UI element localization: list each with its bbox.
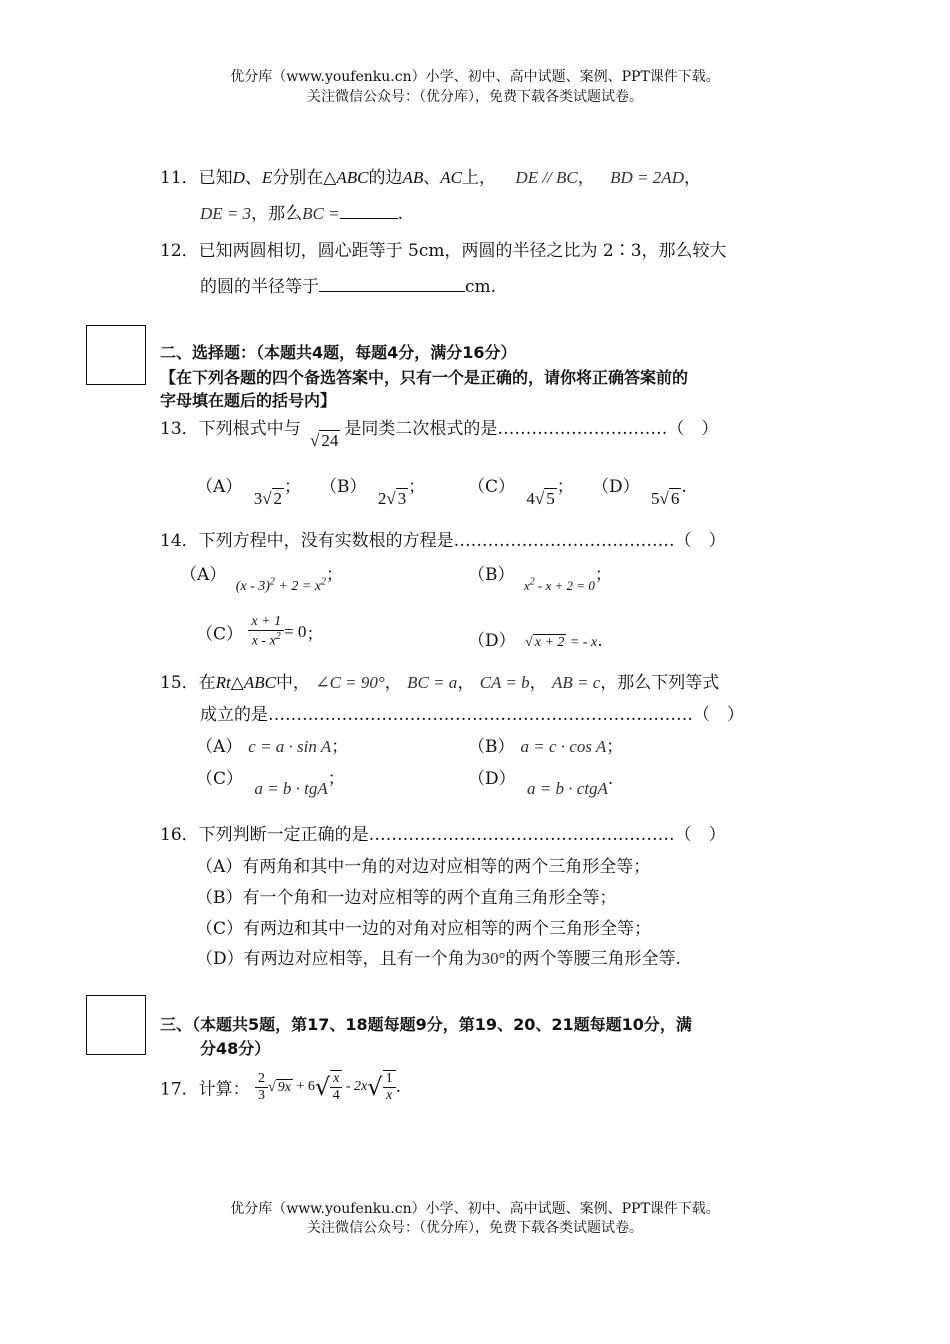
denominator: 4 xyxy=(332,1088,340,1103)
period: . xyxy=(607,769,614,789)
rhs: = 0 xyxy=(284,621,307,641)
exponent: 2 xyxy=(529,576,535,588)
triangle-abc: ABC xyxy=(243,673,276,692)
q13-text: 下列根式中与 xyxy=(198,419,301,439)
question-16 xyxy=(160,820,726,845)
semicolon: ； xyxy=(606,737,624,757)
question-11-line-1 xyxy=(160,163,701,188)
side-ab: AB xyxy=(402,168,424,187)
question-number: 13． xyxy=(160,419,199,439)
coefficient: 3 xyxy=(253,489,263,508)
condition-bc: BC = a xyxy=(407,673,458,692)
option-b-expr: 2√ 3 xyxy=(377,489,407,508)
triangle-abc: ABC xyxy=(336,168,369,187)
coefficient: 4 xyxy=(526,489,535,508)
expr: x xyxy=(523,578,530,593)
period: . xyxy=(397,204,403,224)
q13-text: 是同类二次根式的是…………………………（ ） xyxy=(344,419,719,439)
option-a-expr xyxy=(235,576,326,594)
sqrt-24: √ 24 xyxy=(310,431,339,450)
q15-option-c[interactable] xyxy=(196,764,345,798)
denominator xyxy=(248,631,284,650)
unit: cm. xyxy=(465,277,497,297)
triangle-symbol: △ xyxy=(230,673,244,693)
period: . xyxy=(681,477,687,497)
section-2-title: 二、选择题：（本题共4题，每题4分，满分16分） xyxy=(160,343,517,362)
q16-text: 下列判断一定正确的是………………………………………………（ ） xyxy=(198,825,726,845)
semicolon: ； xyxy=(306,624,324,645)
question-13 xyxy=(160,414,719,450)
q15-text: 中， xyxy=(275,673,310,693)
q15-option-d[interactable] xyxy=(468,764,614,798)
semicolon: ； xyxy=(284,477,302,497)
exponent: 2 xyxy=(275,631,281,642)
exponent: 2 xyxy=(269,576,275,588)
question-number: 14． xyxy=(160,531,199,551)
option-b-expr xyxy=(524,578,595,593)
comma: ， xyxy=(577,168,595,188)
condition-parallel: DE // BC xyxy=(515,168,578,187)
option-c-fraction xyxy=(248,614,284,650)
coefficient: 2 xyxy=(377,489,387,508)
question-17 xyxy=(160,1070,401,1104)
option-d-expr: 5√ 6 xyxy=(651,489,680,508)
separator: 、 xyxy=(244,168,262,188)
option-label: （B） xyxy=(468,565,515,585)
point-d: D xyxy=(232,168,245,187)
q16-option-a[interactable]: （A）有两角和其中一角的对边对应相等的两个三角形全等； xyxy=(196,857,651,877)
option-label: （B） xyxy=(468,737,515,757)
comma: ， xyxy=(457,673,475,693)
question-12-line-1 xyxy=(160,236,727,261)
option-text: 的两个等腰三角形全等. xyxy=(505,949,681,969)
radicand: 6 xyxy=(670,489,680,508)
exponent: 2 xyxy=(321,576,326,588)
footer-line-1: 优分库（www.youfenku.cn）小学、初中、高中试题、案例、PPT课件下载。 xyxy=(230,1201,720,1217)
question-11-line-2 xyxy=(200,199,403,224)
option-label: （C） xyxy=(468,477,516,497)
condition-ca: CA = b xyxy=(479,673,530,692)
section-3-line-2: 分48分） xyxy=(200,1039,271,1058)
q11-text: 已知 xyxy=(198,168,233,188)
option-d-expr: √ x + 2 = - x xyxy=(525,635,598,650)
condition-bd: BD = 2AD xyxy=(610,168,684,187)
condition-de: DE = 3 xyxy=(200,204,252,223)
radicand: 24 xyxy=(321,431,339,450)
option-label: （D） xyxy=(592,477,640,497)
semicolon: ； xyxy=(327,769,345,789)
radicand: 9x xyxy=(277,1079,291,1095)
option-b-expr: a = c · cos A xyxy=(520,737,607,756)
q16-option-c[interactable]: （C）有两边和其中一边的对角对应相等的两个三角形全等； xyxy=(196,919,652,939)
option-label: （A） xyxy=(196,737,243,757)
radicand: 3 xyxy=(397,489,407,508)
denominator: 3 xyxy=(258,1087,266,1103)
question-number: 12． xyxy=(160,241,199,261)
fraction-1-over-x xyxy=(383,1070,396,1104)
radicand: 2 xyxy=(273,489,283,508)
q11-text: 上， xyxy=(462,168,497,188)
numerator: 2 xyxy=(255,1071,268,1088)
ask-bc: BC = xyxy=(302,204,340,223)
q16-option-b[interactable]: （B）有一个角和一边对应相等的两个直角三角形全等； xyxy=(196,888,617,908)
radicand: x + 2 xyxy=(534,635,565,650)
q14-text: 下列方程中，没有实数根的方程是…………………………………（ ） xyxy=(198,531,726,551)
option-label: （A） xyxy=(180,565,227,585)
semicolon: ； xyxy=(408,477,426,497)
condition-ab: AB = c xyxy=(552,673,601,692)
option-c-expr: 4√ 5 xyxy=(526,489,555,508)
option-label: （A） xyxy=(196,477,243,497)
q15-text: 在 xyxy=(198,673,216,693)
question-number: 16． xyxy=(160,825,199,845)
option-text: （D）有两边对应相等，且有一个角为 xyxy=(196,949,482,969)
separator: 、 xyxy=(423,168,441,188)
expr: x - x xyxy=(251,633,276,649)
minus-2x: - 2x xyxy=(342,1079,368,1094)
q15-option-b[interactable] xyxy=(468,732,623,757)
q15-option-a[interactable] xyxy=(196,732,348,757)
period: . xyxy=(395,1077,401,1097)
score-box-section-3[interactable] xyxy=(86,995,146,1055)
denominator: x xyxy=(385,1088,393,1103)
sqrt-symbol: √ xyxy=(367,1073,383,1101)
sqrt-symbol: √ xyxy=(314,1073,331,1101)
fraction-two-thirds xyxy=(255,1071,268,1104)
q12-text: 已知两圆相切，圆心距等于 5cm，两圆的半径之比为 2∶3，那么较大 xyxy=(198,241,727,261)
question-number: 15． xyxy=(160,673,199,693)
comma: ， xyxy=(384,673,402,693)
numerator: 1 xyxy=(383,1071,396,1088)
q14-option-b[interactable] xyxy=(468,560,612,593)
question-number: 11． xyxy=(160,168,199,188)
q14-option-a[interactable] xyxy=(180,560,343,594)
header-line-2: 关注微信公众号：（优分库），免费下载各类试题试卷。 xyxy=(307,89,643,105)
q13-option-a[interactable] xyxy=(196,472,302,508)
q16-option-d[interactable] xyxy=(196,944,681,969)
score-box-section-2[interactable] xyxy=(86,325,146,385)
question-15-line-2: 成立的是…………………………………………………………………（ ） xyxy=(200,705,744,725)
option-a-expr: 3√ 2 xyxy=(253,489,283,508)
option-label: （C） xyxy=(196,624,244,645)
option-d-expr: a = b · ctgA xyxy=(527,779,608,798)
q13-option-c[interactable] xyxy=(468,472,574,508)
section-2-note-1: 【在下列各题的四个备选答案中，只有一个是正确的，请你将正确答案前的 xyxy=(160,368,689,387)
expr: (x - 3) xyxy=(235,579,270,594)
coefficient: 5 xyxy=(651,489,660,508)
option-label: （D） xyxy=(468,631,516,651)
semicolon: ； xyxy=(556,477,574,497)
question-12-line-2 xyxy=(200,272,496,297)
numerator: x + 1 xyxy=(248,614,284,631)
option-label: （D） xyxy=(468,769,516,789)
q11-text: 分别在△ xyxy=(272,168,337,188)
q13-option-b[interactable] xyxy=(320,472,426,508)
question-15-line-1 xyxy=(160,668,719,693)
section-3-line-1: 三、（本题共5题，第17、18题每题9分，第19、20、21题每题10分，满 xyxy=(160,1015,692,1034)
question-14 xyxy=(160,526,726,551)
header-line-1: 优分库（www.youfenku.cn）小学、初中、高中试题、案例、PPT课件下载。 xyxy=(230,69,720,85)
answer-blank[interactable] xyxy=(319,291,465,292)
sqrt-9x: √ 9x xyxy=(268,1079,291,1095)
semicolon: ； xyxy=(331,737,349,757)
q14-option-c[interactable] xyxy=(196,614,323,650)
semicolon: ； xyxy=(594,565,612,585)
q11-text: ，那么 xyxy=(251,204,303,224)
question-number: 17． xyxy=(160,1079,199,1100)
angle-30: 30° xyxy=(481,949,506,968)
numerator: x xyxy=(330,1071,342,1088)
section-2-note-2: 字母填在题后的括号内】 xyxy=(160,391,337,410)
rt-label: Rt xyxy=(215,673,231,692)
q11-text: 的边 xyxy=(368,168,403,188)
footer-line-2: 关注微信公众号：（优分库），免费下载各类试题试卷。 xyxy=(307,1220,643,1236)
q15-text: ，那么下列等式 xyxy=(600,673,720,693)
expr: + 2 = x xyxy=(274,579,321,594)
comma: ， xyxy=(683,168,701,188)
q14-option-d[interactable] xyxy=(468,626,603,651)
expr: - x + 2 = 0 xyxy=(534,578,595,593)
period: . xyxy=(597,631,603,651)
semicolon: ； xyxy=(326,565,343,585)
side-ac: AC xyxy=(440,168,463,187)
plus-six: + 6 xyxy=(292,1079,315,1094)
comma: ， xyxy=(529,673,547,693)
fraction-x-over-4 xyxy=(330,1070,342,1104)
option-a-expr: c = a · sin A xyxy=(248,737,332,756)
rhs: = - x xyxy=(566,635,598,650)
point-e: E xyxy=(261,168,273,187)
option-c-expr: a = b · tgA xyxy=(254,779,328,798)
option-label: （C） xyxy=(196,769,244,789)
q12-text: 的圆的半径等于 xyxy=(200,277,319,297)
q13-option-d[interactable] xyxy=(592,472,687,508)
answer-blank[interactable] xyxy=(340,218,398,219)
q17-text: 计算： xyxy=(198,1079,250,1100)
condition-angle-c: ∠C = 90° xyxy=(315,673,385,692)
option-label: （B） xyxy=(320,477,367,497)
radicand: 5 xyxy=(546,489,555,508)
